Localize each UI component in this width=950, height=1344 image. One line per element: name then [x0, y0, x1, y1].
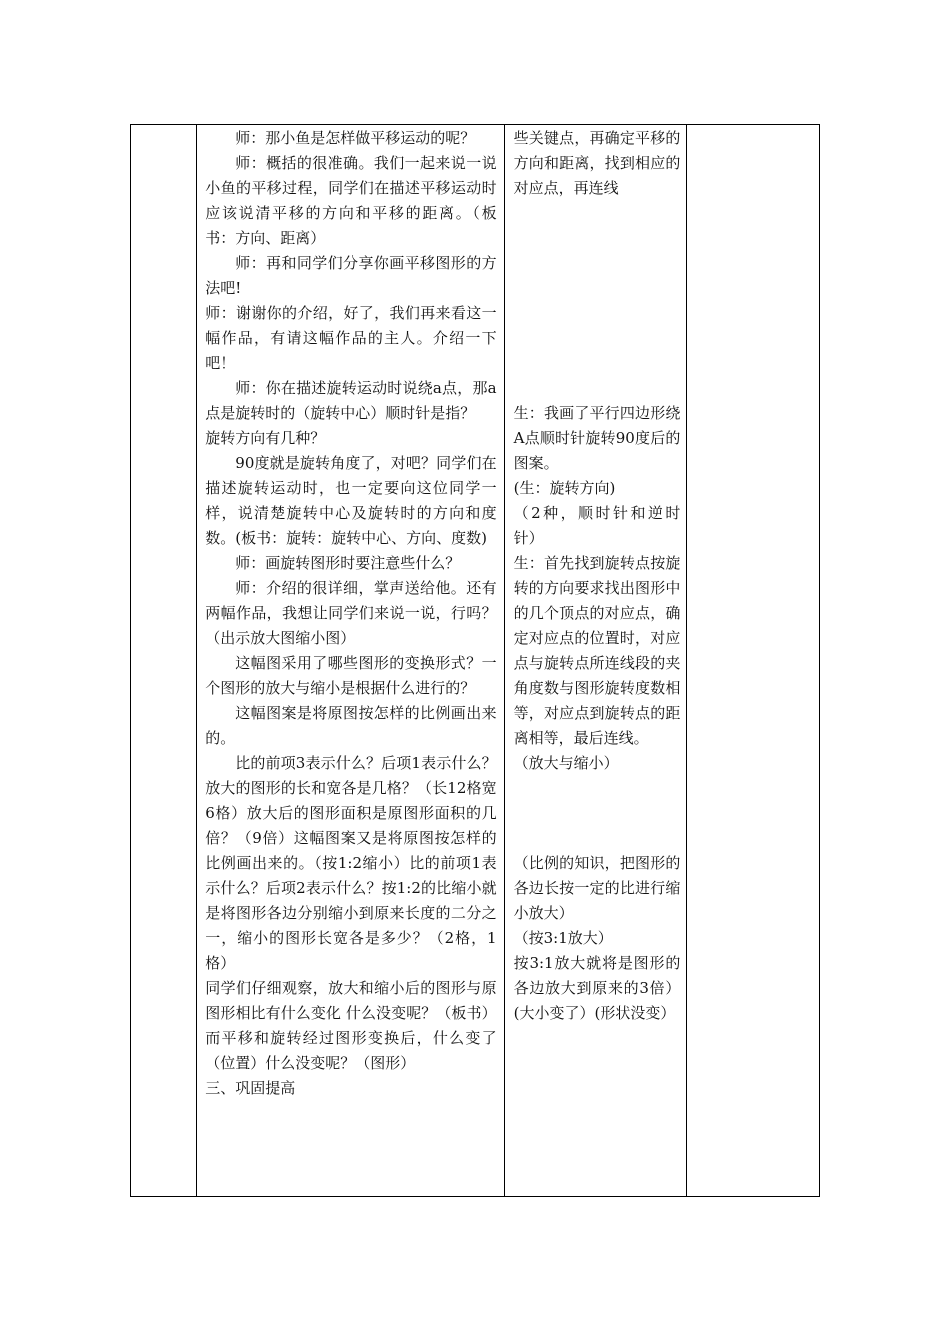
student-line: （2种，顺时针和逆时针） [513, 504, 681, 547]
student-line: 生：首先找到旋转点按旋转的方向要求找出图形中的几个顶点的对应点，确定对应点的位置时，对应点与旋转点所连线段的夹角度数与图形旋转度数相等，对应点到旋转点的距离相等，最后连线。 [513, 554, 681, 747]
teacher-line: 师：再和同学们分享你画平移图形的方法吧! [205, 254, 497, 297]
student-line: （按3:1放大） [513, 929, 613, 947]
teacher-line: 师：画旋转图形时要注意些什么？ [235, 554, 461, 572]
teacher-activity-cell [197, 125, 504, 1197]
teacher-line: 旋转方向有几种？ [205, 429, 326, 447]
teacher-line: 90度就是旋转角度了，对吧？同学们在描述旋转运动时，也一定要向这位同学一样，说清楚旋转中心及旋转时的方向和度数。(板书：旋转：旋转中心、方向、度数) [205, 454, 497, 547]
teacher-line: 师：概括的很准确。我们一起来说一说小鱼的平移过程，同学们在描述平移运动时应该说清平移的方向和平移的距离。（板书：方向、距离） [205, 154, 497, 247]
teacher-line: 这幅图案是将原图按怎样的比例画出来的。 [205, 704, 497, 747]
student-line: (生：旋转方向) [513, 479, 616, 497]
teacher-line: 同学们仔细观察，放大和缩小后的图形与原图形相比有什么变化 什么没变呢？（板书）而平移和旋转经过图形变换后，什么变了（位置）什么没变呢？（图形） [205, 979, 497, 1072]
student-activity-cell [504, 125, 687, 1197]
teacher-line: 师：介绍的很详细，掌声送给他。还有两幅作品，我想让同学们来说一说，行吗？（出示放大图缩小图） [205, 579, 497, 647]
student-line: 生：我画了平行四边形绕A点顺时针旋转90度后的图案。 [513, 404, 681, 472]
teacher-line: 师：你在描述旋转运动时说绕a点，那a点是旋转时的（旋转中心）顺时针是指？ [205, 379, 497, 422]
teacher-line: 这幅图采用了哪些图形的变换形式？一个图形的放大与缩小是根据什么进行的？ [205, 654, 497, 697]
student-line: （比例的知识，把图形的各边长按一定的比进行缩小放大） [513, 854, 681, 922]
teacher-line: 师：谢谢你的介绍，好了，我们再来看这一幅作品，有请这幅作品的主人。介绍一下吧！ [205, 304, 497, 372]
lesson-plan-table [130, 124, 820, 1197]
teacher-line: 师：那小鱼是怎样做平移运动的呢？ [235, 129, 476, 147]
blank-left-cell [131, 125, 197, 1197]
section-heading: 三、巩固提高 [205, 1079, 296, 1097]
student-line: 按3:1放大就将是图形的各边放大到原来的3倍）(大小变了）(形状没变） [513, 954, 681, 1022]
blank-right-cell [687, 125, 820, 1197]
table-row [131, 125, 820, 1197]
student-line: （放大与缩小） [513, 754, 619, 772]
student-line: 些关键点，再确定平移的方向和距离，找到相应的对应点，再连线 [513, 129, 681, 197]
teacher-line: 比的前项3表示什么？后项1表示什么？放大的图形的长和宽各是几格？（长12格宽6格）放大后的图形面积是原图形面积的几倍？（9倍）这幅图案又是将原图按怎样的比例画出来的。（按1:2缩小）比的前项1表示什么？后项2表示什么？按1:2的比缩小就是将图形各边分别缩小到原来长度的二分之一，缩小的图形长宽各是多少？（2格，1格） [205, 754, 497, 972]
